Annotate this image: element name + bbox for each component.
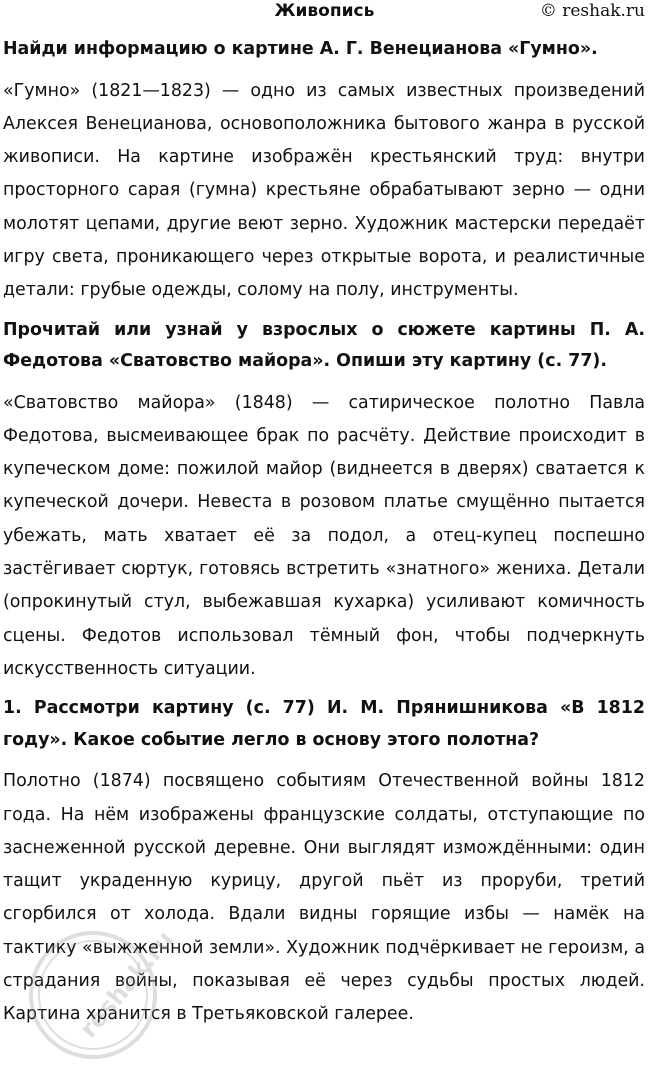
site-label: © reshak.ru	[539, 1, 645, 21]
answer-venetsianov: «Гумно» (1821—1823) — одно из самых известных произведений Алексея Венецианова, основоположника бытового жанра в русской живописи. На картине изображён крестьянский труд: внутри просторного сарая (гумна) крестьяне обрабатывают зерно — одни молотят цепами, другие веют зерно. Художник мастерски передаёт игру света, проникающего через открытые ворота, и реалистичные детали: грубые одежды, солому на полу, инструменты.	[3, 80, 645, 301]
answer-pryanishnikov: Полотно (1874) посвящено событиям Отечественной войны 1812 года. На нём изображены французские солдаты, отступающие по заснеженной русской деревне. Они выглядят измождёнными: один тащит украденную курицу, другой пьёт из проруби, третий сгорбился от холода. Вдали видны горящие избы — намёк на тактику «выжженной земли». Художник подчёркивает не героизм, а страдания войны, показывая её через судьбы простых людей. Картина хранится в Третьяковской галерее.	[3, 771, 645, 1025]
question-venetsianov: Найди информацию о картине А. Г. Венецианова «Гумно».	[3, 39, 598, 59]
document-body	[3, 34, 645, 1032]
question-fedotov: Прочитай или узнай у взрослых о сюжете картины П. А. Федотова «Сватовство майора». Опиши эту картину (с. 77).	[3, 319, 645, 372]
answer-fedotov: «Сватовство майора» (1848) — сатирическое полотно Павла Федотова, высмеивающее брак по расчёту. Действие происходит в купеческом доме: пожилой майор (виднеется в дверях) сватается к купеческой дочери. Невеста в розовом платье смущённо пытается убежать, мать хватает её за подол, а отец-купец поспешно застёгивает сюртук, готовясь встретить «знатного» жениха. Детали (опрокинутый стул, выбежавшая кухарка) усиливают комичность сцены. Федотов использовал тёмный фон, чтобы подчеркнуть искусственность ситуации.	[3, 392, 645, 679]
question-pryanishnikov: 1. Рассмотри картину (с. 77) И. М. Прянишникова «В 1812 году». Какое событие легло в основу этого полотна?	[3, 698, 645, 750]
page-header	[0, 0, 649, 26]
watermark-text: reshak.ru	[74, 925, 180, 1044]
page-title: Живопись	[274, 1, 375, 21]
